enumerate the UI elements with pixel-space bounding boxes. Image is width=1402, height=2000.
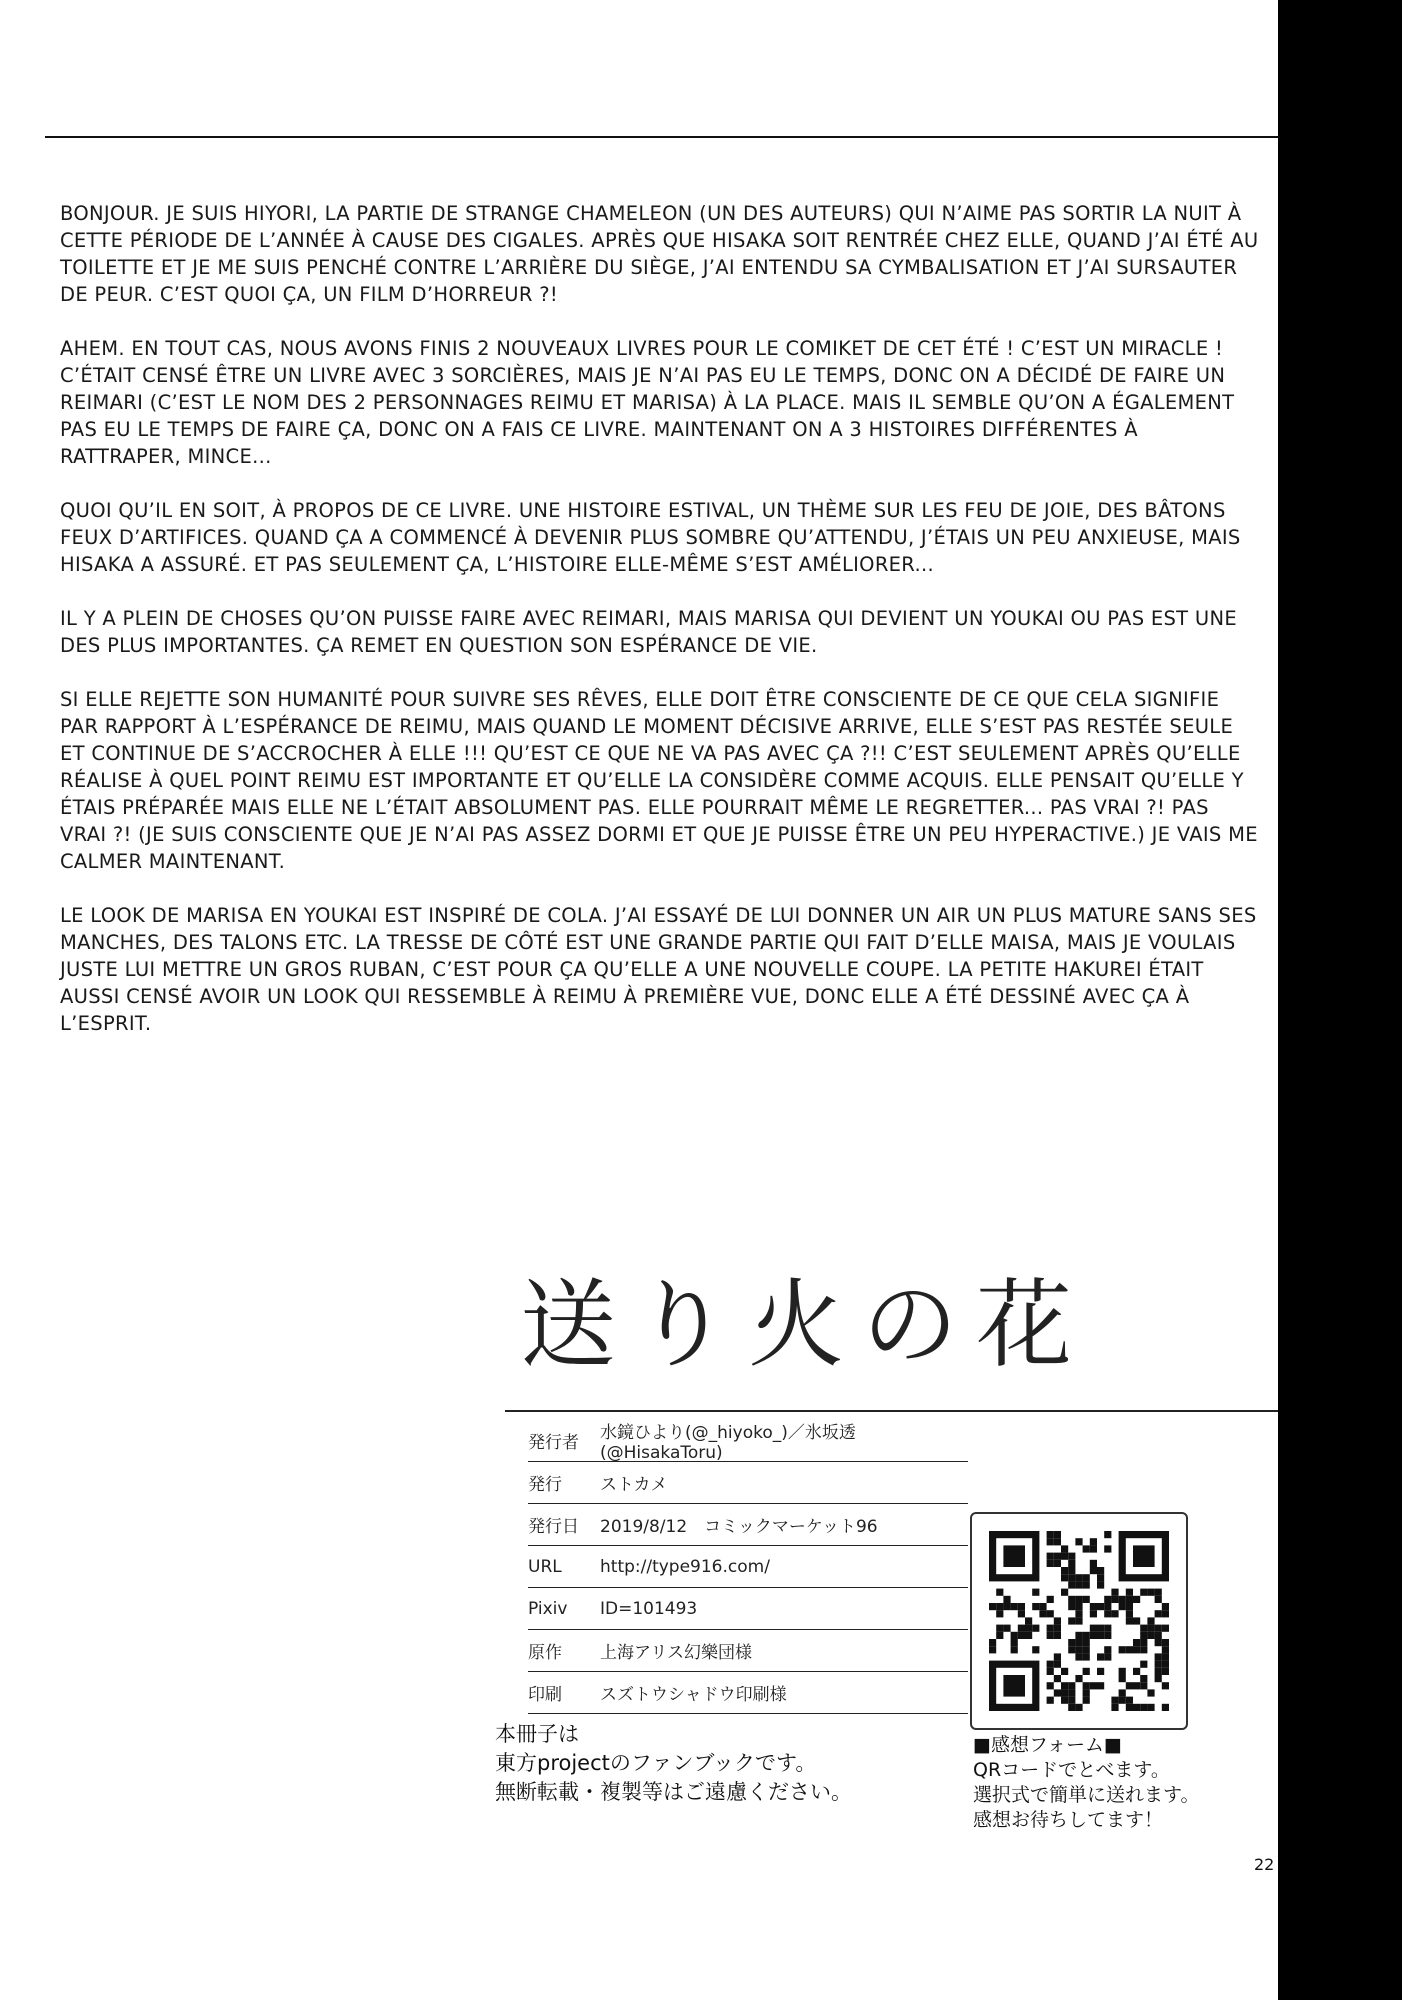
colophon-row [528,1630,968,1672]
colophon-row [528,1462,968,1504]
colophon-key: 印刷 [528,1685,562,1705]
colophon-row [528,1504,968,1546]
colophon-row [528,1588,968,1630]
colophon-key: Pixiv [528,1598,568,1619]
copyright-notice [495,1720,925,1807]
colophon [528,1420,968,1714]
header-rule [45,136,1278,138]
colophon-row [528,1546,968,1588]
colophon-key: URL [528,1556,562,1577]
scan-edge-bar [1278,0,1402,2000]
colophon-row [528,1672,968,1714]
qr-caption-line: ■感想フォーム■ [973,1734,1122,1756]
notice-line: 無断転載・複製等はご遠慮ください。 [495,1780,852,1804]
colophon-key: 原作 [528,1643,562,1663]
qr-code[interactable] [970,1512,1188,1730]
qr-caption [973,1733,1273,1833]
paragraph-1: BONJOUR. JE SUIS HIYORI, LA PARTIE DE STRANGE CHAMELEON (UN DES AUTEURS) QUI N’AIME PAS SORTIR LA NUIT À CETTE PÉRIODE DE L’ANNÉE À CAUSE DES CIGALES. APRÈS QUE HISAKA SOIT RENTRÉE CHEZ ELLE, QUAND J’AI ÉTÉ AU TOILETTE ET JE ME SUIS PENCHÉ CONTRE L’ARRIÈRE DU SIÈGE, J’AI ENTENDU SA CYMBALISATION ET J’AI SURSAUTER DE PEUR. C’EST QUOI ÇA, UN FILM D’HORREUR ?! [60,202,1259,306]
colophon-key: 発行日 [528,1517,579,1537]
paragraph-4: IL Y A PLEIN DE CHOSES QU’ON PUISSE FAIRE AVEC REIMARI, MAIS MARISA QUI DEVIENT UN YOUKAI OU PAS EST UNE DES PLUS IMPORTANTES. ÇA REMET EN QUESTION SON ESPÉRANCE DE VIE. [60,607,1237,657]
qr-code-icon [989,1531,1169,1711]
paragraph-6: LE LOOK DE MARISA EN YOUKAI EST INSPIRÉ DE COLA. J’AI ESSAYÉ DE LUI DONNER UN AIR UN PLUS MATURE SANS SES MANCHES, DES TALONS ETC. LA TRESSE DE CÔTÉ EST UNE GRANDE PARTIE QUI FAIT D’ELLE MAISA, MAIS JE VOULAIS JUSTE LUI METTRE UN GROS RUBAN, C’EST POUR ÇA QU’ELLE A UNE NOUVELLE COUPE. LA PETITE HAKUREI ÉTAIT AUSSI CENSÉ AVOIR UN LOOK QUI RESSEMBLE À REIMU À PREMIÈRE VUE, DONC ELLE A ÉTÉ DESSINÉ AVEC ÇA À L’ESPRIT. [60,904,1257,1035]
colophon-value: スズトウシャドウ印刷様 [600,1685,787,1705]
colophon-rule [505,1410,1278,1412]
book-title: 送り火の花 [520,1269,1090,1381]
colophon-key: 発行者 [528,1433,579,1453]
paragraph-3: QUOI QU’IL EN SOIT, À PROPOS DE CE LIVRE. UNE HISTOIRE ESTIVAL, UN THÈME SUR LES FEU DE JOIE, DES BÂTONS FEUX D’ARTIFICES. QUAND ÇA A COMMENCÉ À DEVENIR PLUS SOMBRE QU’ATTENDU, J’ÉTAIS UN PEU ANXIEUSE, MAIS HISAKA A ASSURÉ. ET PAS SEULEMENT ÇA, L’HISTOIRE ELLE-MÊME S’EST AMÉLIORER... [60,499,1241,576]
colophon-value: ストカメ [600,1475,668,1495]
colophon-value: http://type916.com/ [600,1556,770,1577]
colophon-value: ID=101493 [600,1598,698,1619]
colophon-value: 2019/8/12 コミックマーケット96 [600,1517,878,1537]
paragraph-2: AHEM. EN TOUT CAS, NOUS AVONS FINIS 2 NOUVEAUX LIVRES POUR LE COMIKET DE CET ÉTÉ ! C’EST UN MIRACLE ! C’ÉTAIT CENSÉ ÊTRE UN LIVRE AVEC 3 SORCIÈRES, MAIS JE N’AI PAS EU LE TEMPS, DONC ON A DÉCIDÉ DE FAIRE UN REIMARI (C’EST LE NOM DES 2 PERSONNAGES REIMU ET MARISA) À LA PLACE. MAIS IL SEMBLE QU’ON A ÉGALEMENT PAS EU LE TEMPS DE FAIRE ÇA, DONC ON A FAIS CE LIVRE. MAINTENANT ON A 3 HISTOIRES DIFFÉRENTES À RATTRAPER, MINCE... [60,337,1235,468]
colophon-key: 発行 [528,1475,562,1495]
colophon-row [528,1420,968,1462]
colophon-value: 上海アリス幻樂団様 [600,1643,752,1663]
qr-caption-line: QRコードでとべます。 [973,1759,1170,1781]
page-number: 22 [1254,1855,1275,1874]
colophon-value: 水鏡ひより(@_hiyoko_)／氷坂透(@HisakaToru) [600,1423,856,1463]
notice-line: 東方projectのファンブックです。 [495,1751,817,1775]
paragraph-5: SI ELLE REJETTE SON HUMANITÉ POUR SUIVRE SES RÊVES, ELLE DOIT ÊTRE CONSCIENTE DE CE QUE CELA SIGNIFIE PAR RAPPORT À L’ESPÉRANCE DE REIMU, MAIS QUAND LE MOMENT DÉCISIVE ARRIVE, ELLE S’EST PAS RESTÉE SEULE ET CONTINUE DE S’ACCROCHER À ELLE !!! QU’EST CE QUE NE VA PAS AVEC ÇA ?!! C’EST SEULEMENT APRÈS QU’ELLE RÉALISE À QUEL POINT REIMU EST IMPORTANTE ET QU’ELLE LA CONSIDÈRE COMME ACQUIS. ELLE PENSAIT QU’ELLE Y ÉTAIS PRÉPARÉE MAIS ELLE NE L’ÉTAIT ABSOLUMENT PAS. ELLE POURRAIT MÊME LE REGRETTER... PAS VRAI ?! PAS VRAI ?! (JE SUIS CONSCIENTE QUE JE N’AI PAS ASSEZ DORMI ET QUE JE PUISSE ÊTRE UN PEU HYPERACTIVE.) JE VAIS ME CALMER MAINTENANT. [60,688,1258,873]
qr-caption-line: 選択式で簡単に送れます。 [973,1784,1200,1806]
qr-caption-line: 感想お待ちしてます！ [973,1809,1164,1831]
afterword-text [60,200,1260,1064]
notice-line: 本冊子は [495,1722,579,1746]
